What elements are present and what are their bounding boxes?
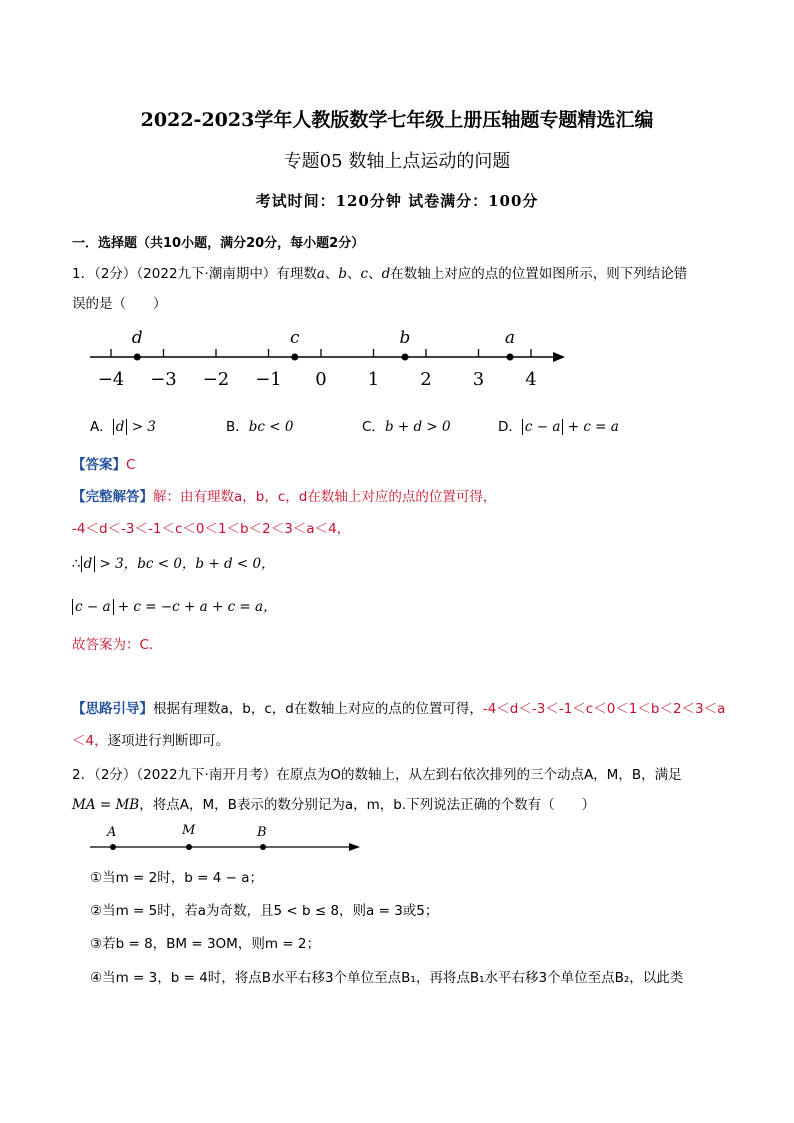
tick-label: 2 (420, 369, 432, 390)
axis-arrow (553, 352, 565, 362)
q2-item-2: ②当m = 5时，若a为奇数，且5 < b ≤ 8，则a = 3或5； (90, 903, 439, 919)
q1-option-a[interactable]: A． d > 3 (90, 419, 156, 435)
q1-solution-line4: c − a + c = −c + a + c = a， (72, 595, 277, 615)
point-b-label: B (257, 825, 267, 840)
q1-option-b[interactable]: B．bc < 0 (226, 419, 294, 435)
q2-item-3: ③若b = 8，BM = 3OM，则m = 2； (90, 936, 320, 952)
tick-label: −2 (202, 369, 230, 390)
q2-item-4: ④当m = 3，b = 4时，将点B水平右移3个单位至点B₁，再将点B₁水平右移3个单位至点B₂，以此类 (90, 970, 684, 986)
point-b-dot (260, 844, 266, 850)
tick-label: 4 (525, 369, 537, 390)
point-d-label: d (131, 328, 143, 348)
axis-arrow (349, 843, 360, 851)
section-heading: 一．选择题（共10小题，满分20分，每小题2分） (72, 236, 365, 251)
q1-hint-line2: ＜4，逐项进行判断即可。 (72, 733, 230, 749)
q2-stem-line2: MA = MB，将点A，M，B表示的数分别记为a，m，b.下列说法正确的个数有（ ） (72, 797, 596, 813)
point-a-label: A (107, 825, 117, 840)
q1-stem-line2: 误的是（ ） (72, 296, 167, 312)
q1-option-c[interactable]: C．b + d > 0 (362, 419, 451, 435)
point-b-dot (402, 354, 409, 361)
q2-stem-line1: 2．（2分）（2022九下·南开月考）在原点为O的数轴上，从左到右依次排列的三个动点A，M，B，满足 (72, 767, 682, 783)
point-a-dot (110, 844, 116, 850)
point-c-label: c (289, 328, 300, 348)
tick-label: 0 (315, 369, 327, 390)
point-d-dot (134, 354, 141, 361)
q1-solution-line1: 【完整解答】解：由有理数a，b，c，d在数轴上对应的点的位置可得， (72, 489, 497, 505)
point-c-dot (291, 354, 298, 361)
tick-label: −4 (97, 369, 125, 390)
q2-number-line (85, 820, 370, 860)
q1-solution-line2: -4＜d＜-3＜-1＜c＜0＜1＜b＜2＜3＜a＜4， (72, 521, 351, 537)
tick-label: −3 (150, 369, 177, 390)
point-m-label: M (182, 823, 196, 838)
point-a-label: a (504, 328, 516, 348)
q1-number-line (85, 325, 575, 395)
q1-hint-line1: 【思路引导】根据有理数a，b，c，d在数轴上对应的点的位置可得，-4＜d＜-3＜-1＜c＜0＜1＜b＜2＜3＜a (72, 701, 726, 717)
point-m-dot (186, 844, 192, 850)
tick-label: 1 (367, 369, 380, 390)
q1-var-a: a (316, 266, 325, 282)
point-b-label: b (399, 328, 411, 348)
document-subtitle: 专题05 数轴上点运动的问题 (283, 151, 511, 172)
q1-option-d[interactable]: D． c − a + c = a (498, 419, 619, 435)
q2-item-1: ①当m = 2时，b = 4 − a； (90, 870, 263, 886)
exam-info: 考试时间：120分钟 试卷满分：100分 (255, 192, 539, 210)
point-a-dot (507, 354, 514, 361)
document-title: 2022-2023学年人教版数学七年级上册压轴题专题精选汇编 (140, 109, 654, 131)
q1-solution-line3: ∴ d > 3，bc < 0，b + d < 0， (72, 556, 275, 572)
q1-solution-end: 故答案为：C． (72, 637, 163, 653)
q1-answer: 【答案】C (72, 457, 136, 473)
q1-stem-line1: 1．（2分）（2022九下·潮南期中）有理数a、b、c、d在数轴上对应的点的位置如图所示，则下列结论错 (72, 266, 688, 282)
tick-label: 3 (472, 369, 485, 390)
tick-label: −1 (255, 369, 282, 390)
